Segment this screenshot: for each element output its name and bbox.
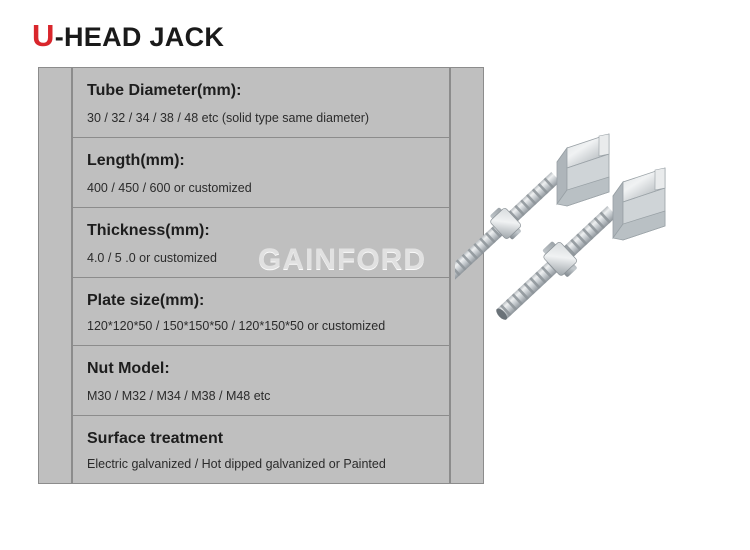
product-photo [455, 120, 745, 380]
table-row [73, 346, 449, 416]
table-margin-left [38, 67, 72, 484]
spec-label: Length(mm): [87, 152, 185, 169]
table-row [73, 208, 449, 278]
table-row [73, 278, 449, 346]
spec-value: 400 / 450 / 600 or customized [87, 181, 252, 195]
spec-label: Plate size(mm): [87, 292, 205, 309]
watermark-text: GAINFORD [258, 243, 426, 276]
spec-value: M30 / M32 / M34 / M38 / M48 etc [87, 389, 271, 403]
table-row [73, 68, 449, 138]
spec-value: 4.0 / 5 .0 or customized [87, 251, 217, 265]
jack-back [455, 134, 609, 285]
table-row [73, 416, 449, 483]
spec-value: 30 / 32 / 34 / 38 / 48 etc (solid type same diameter) [87, 111, 370, 125]
page-title [32, 18, 224, 54]
u-head-jack-illustration [455, 120, 745, 380]
spec-label: Thickness(mm): [87, 222, 210, 239]
page-title-rest: -HEAD JACK [54, 22, 225, 52]
spec-label: Tube Diameter(mm): [87, 82, 242, 99]
table-row [73, 138, 449, 208]
page-title-accent: U [32, 18, 55, 53]
specification-table [72, 67, 450, 484]
spec-value: 120*120*50 / 150*150*50 / 120*150*50 or customized [87, 319, 386, 333]
spec-label: Nut Model: [87, 360, 170, 377]
spec-value: Electric galvanized / Hot dipped galvanized or Painted [87, 457, 386, 471]
spec-label: Surface treatment [87, 430, 224, 447]
